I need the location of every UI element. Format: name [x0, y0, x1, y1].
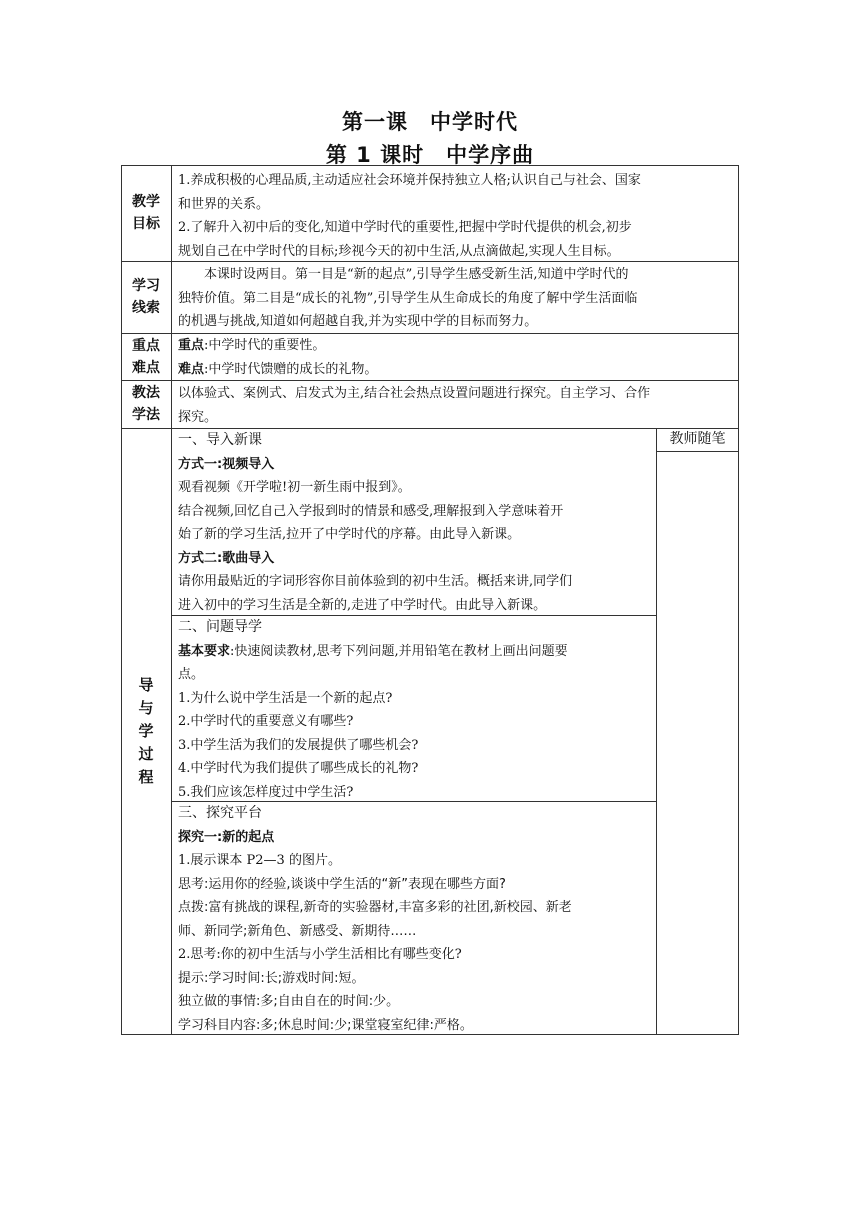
key-text — [178, 334, 734, 381]
focus-line: 重点:中学时代的重要性。 — [178, 338, 326, 353]
clue-label: 学习 线索 — [132, 278, 160, 316]
explore-section: 三、探究平台 探究一:新的起点 1.展示课本 P2—3 的图片。 思考:运用你的经验,谈谈中学生活的“新”表现在哪些方面? 点拨:富有挑战的课程,新奇的实验器材,丰富多彩的社团,新校园、新老 师、新同学;新角色、新感受、新期待…… 2.思考:你的初中生活与小学生活相比有哪些变化? 提示:学习时间:长;游戏时间:短。 独立做的事情:多;自由自在的时间:少。 学习科目内容:多;休息时间:少;课堂寝室纪律:严格。 — [178, 805, 572, 1033]
goals-text: 1.养成积极的心理品质,主动适应社会环境并保持独立人格;认识自己与社会、国家 和世界的关系。 2.了解升入初中后的变化,知道中学时代的重要性,把握中学时代提供的机会,初步 规划自己在中学时代的目标;珍视今天的初中生活,从点滴做起,实现人生目标。 — [178, 173, 641, 259]
notes-header: 教师随笔 — [669, 431, 726, 447]
difficulty-line: 难点:中学时代馈赠的成长的礼物。 — [178, 361, 378, 377]
label-column-divider — [171, 165, 172, 1035]
method-text: 以体验式、案例式、启发式为主,结合社会热点设置问题进行探究。自主学习、合作 探究。 — [178, 386, 651, 425]
intro-section: 一、导入新课 方式一:视频导入 观看视频《开学啦!初一新生雨中报到》。 结合视频,回忆自己入学报到时的情景和感受,理解报到入学意味着开 始了新的学习生活,拉开了中学时代的序幕。由此导入新课。 方式二:歌曲导入 请你用最贴近的字词形容你目前体验到的初中生活。概括来讲,同学们 进入初中的学习生活是全新的,走进了中学时代。由此导入新课。 — [178, 432, 573, 613]
goals-label: 教学 目标 — [132, 194, 160, 232]
method-label: 教法 学法 — [132, 385, 160, 423]
process-label: 导 与 学 过 程 — [138, 676, 154, 786]
requirement-line: 基本要求:快速阅读教材,思考下列问题,并用铅笔在教材上画出问题要 — [178, 643, 568, 659]
clue-text: 本课时设两目。第一目是“新的起点”,引导学生感受新生活,知道中学时代的 独特价值。第二目是“成长的礼物”,引导学生从生命成长的角度了解中学生活面临 的机遇与挑战,知道如何超越自我,并为实现中学的目标而努力。 — [178, 267, 638, 329]
notes-column-divider — [656, 428, 657, 1035]
key-label: 重点 难点 — [132, 337, 160, 376]
lesson-subtitle: 第 1 课时 中学序曲 — [325, 143, 535, 167]
guide-section: 二、问题导学 基本要求:快速阅读教材,思考下列问题,并用铅笔在教材上画出问题要 点。 1.为什么说中学生活是一个新的起点? 2.中学时代的重要意义有哪些? 3.中学生活为我们的发展提供了哪些机会? 4.中学时代为我们提供了哪些成长的礼物? 5.我们应该怎样度过中学生活? — [178, 616, 652, 804]
lesson-title: 第一课 中学时代 — [342, 110, 518, 134]
